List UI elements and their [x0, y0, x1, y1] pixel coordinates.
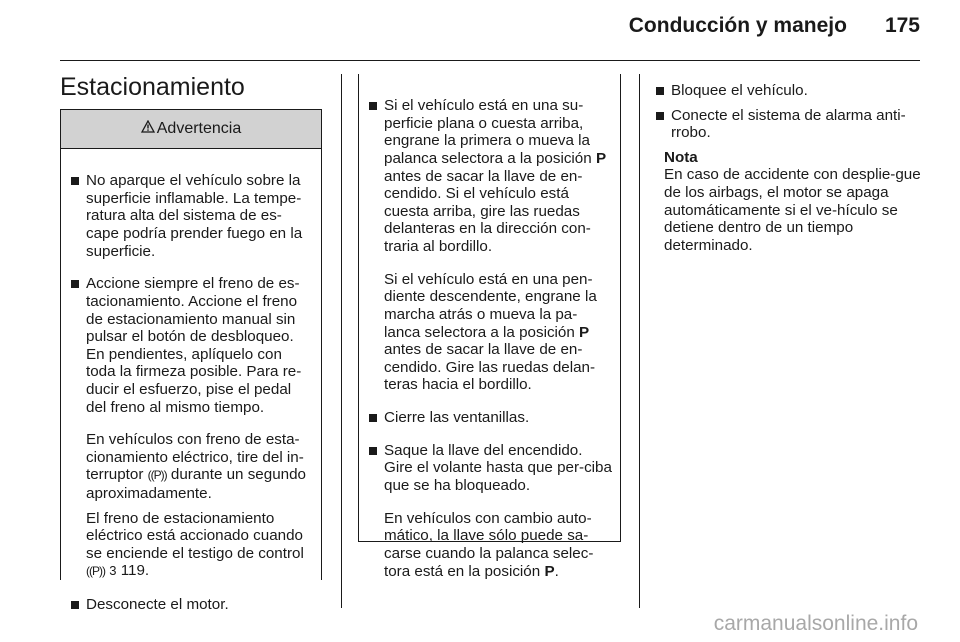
col3-item-2: Conecte el sistema de alarma anti-rrobo. — [656, 107, 924, 142]
column-divider-1 — [341, 74, 342, 608]
bullet-square-icon — [656, 112, 664, 120]
running-header — [60, 14, 920, 38]
col3-item-1: Bloquee el vehículo. — [656, 82, 924, 100]
bullet-square-icon — [71, 280, 79, 288]
warning-item-2-paragraph-2: En vehículos con freno de esta-cionamiento eléctrico, tire del in-terruptor ((P)) durante un segundo aproximadamente. — [86, 431, 306, 503]
procedure-item-2: Cierre las ventanillas. — [369, 409, 612, 427]
column-divider-2 — [639, 74, 640, 608]
selector-position-p: P — [544, 562, 555, 580]
header-rule — [60, 60, 920, 61]
warning-body — [61, 149, 321, 614]
warning-item-3 — [71, 596, 313, 614]
bullet-square-icon — [369, 414, 377, 422]
section-title: Estacionamiento — [60, 73, 245, 101]
page-reference-arrow-icon: 3 — [109, 563, 117, 579]
procedure-item-1: Si el vehículo está en una su-perficie plana o cuesta arriba, engrane la primera o mueva la palanca selectora a la posición P antes de sacar la llave de en-cendido. Si el vehículo está cuesta arriba, gire las ruedas delanteras en la dirección con-traria al bordillo. — [369, 97, 612, 255]
procedure-item-3: Saque la llave del encendido. Gire el volante hasta que per-ciba que se ha bloqueado. — [369, 442, 612, 495]
column-3 — [656, 82, 924, 254]
selector-position-p: P — [595, 149, 607, 167]
note-block — [656, 149, 924, 255]
bullet-square-icon — [369, 447, 377, 455]
warning-title: Advertencia — [156, 120, 242, 137]
warning-box — [60, 109, 322, 614]
note-text: En caso de accidente con desplie-gue de los airbags, el motor se apaga automáticamente si el ve-hículo se detiene dentro de un tiempo determinado. — [664, 166, 921, 254]
chapter-title: Conducción y manejo — [628, 14, 847, 37]
bullet-square-icon — [369, 102, 377, 110]
warning-triangle-icon — [141, 120, 155, 138]
parking-brake-indicator-icon: ((P)) — [86, 564, 105, 579]
procedure-item-3-paragraph-2: En vehículos con cambio auto-mático, la llave sólo puede sa-carse cuando la palanca selec-tora está en la posición P. — [384, 509, 594, 580]
warning-item-2-paragraph-3: El freno de estacionamiento eléctrico está accionado cuando se enciende el testigo de control ((P)) 3 119. — [86, 509, 304, 580]
bullet-square-icon — [71, 601, 79, 609]
parking-brake-icon: ((P)) — [147, 468, 167, 483]
warning-item-2 — [71, 275, 313, 416]
page-number: 175 — [884, 14, 920, 37]
warning-item-1 — [71, 172, 313, 260]
warning-item-2-text: Accione siempre el freno de es-tacionamiento. Accione el freno de estacionamiento manual sin pulsar el botón de desbloqueo. En pendientes, aplíquelo con toda la firmeza posible. Para re-ducir el esfuerzo, pise el pedal del freno al mismo tiempo. — [86, 275, 302, 416]
watermark: carmanualsonline.info — [713, 612, 918, 635]
selector-position-p: P — [579, 323, 590, 341]
warning-header — [61, 109, 321, 149]
page-reference: 119. — [120, 562, 150, 580]
warning-item-3-text: Desconecte el motor. — [86, 596, 229, 614]
note-title: Nota — [664, 148, 698, 166]
bullet-square-icon — [71, 177, 79, 185]
procedure-item-1-paragraph-2: Si el vehículo está en una pen-diente descendente, engrane la marcha atrás o mueva la pa-lanca selectora a la posición P antes de sacar la llave de en-cendido. Gire las ruedas delan-teras hacia el bordillo. — [384, 270, 597, 394]
bullet-square-icon — [656, 87, 664, 95]
procedure-box — [358, 74, 621, 580]
warning-item-1-text: No aparque el vehículo sobre la superficie inflamable. La tempe-ratura alta del sistema de es-cape podría prender fuego en la superficie. — [86, 172, 303, 260]
